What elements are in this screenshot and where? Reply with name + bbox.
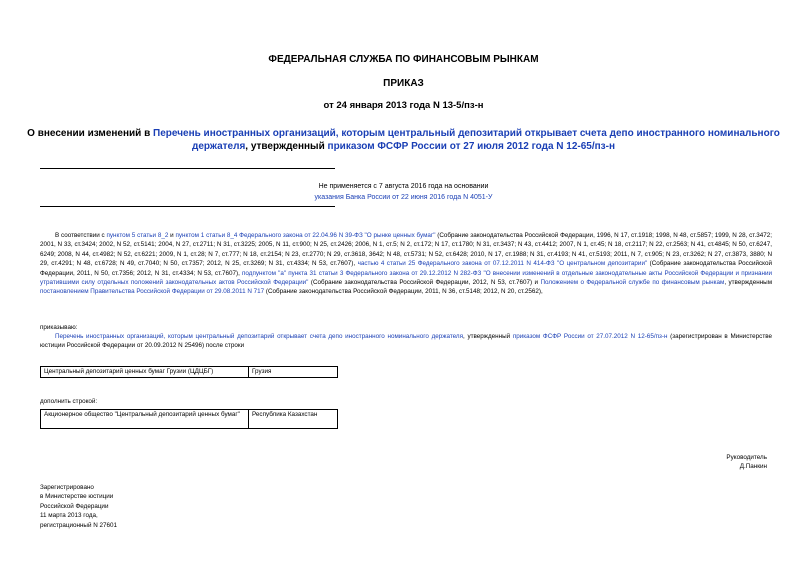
preamble-text: (Собрание законодательства Российской Федерации, 2012, N 53, ст.7607) и [308, 279, 541, 287]
title-prefix: О внесении изменений в [27, 128, 154, 139]
country-cell: Грузия [249, 367, 338, 378]
document-date-number: от 24 января 2013 года N 13-5/пз-н [323, 100, 484, 111]
order-ref-link[interactable]: приказом ФСФР России от 27.07.2012 N 12-65/пз-н [512, 333, 668, 340]
registration-line: регистрационный N 27601 [40, 521, 118, 529]
order-label: приказываю: [40, 324, 78, 331]
table-row [41, 367, 338, 378]
signature-block [726, 453, 767, 472]
new-row-table [40, 409, 338, 429]
order-clause [40, 332, 772, 351]
title-mid: , утвержденный [245, 141, 328, 152]
registration-line: Российской Федерации [40, 502, 109, 510]
divider-bottom [40, 206, 335, 207]
note-text: Не применяется с 7 августа 2016 года на основании [318, 183, 489, 190]
order-text: , утвержденный [463, 333, 513, 340]
agency-name: ФЕДЕРАЛЬНАЯ СЛУЖБА ПО ФИНАНСОВЫМ РЫНКАМ [268, 54, 539, 65]
preamble-link-4[interactable]: подпунктом "а" пункта 31 статьи 3 Федерального закона от 29.12.2012 N 282-ФЗ "О внесении изменений в отдельные законодательные акты Российской Федерации и признании утратившими силу отдельных положений законодательных актов Российской Федерации" [40, 269, 772, 287]
preamble-text: (Собрание законодательства Российской Федерации, 1996, N 17, ст.1918; 1998, N 48, ст.5857; 1999, N 28, ст.3472; 2001, N 33, ст.3424; 2002, N 52, ст.5141; 2004, N 27, ст.2711; N 31, ст.3225; 2005, N 11, ст.900; N 25, ст.2426; 2006, N 1, ст.5; N 2, ст.172; N 17, ст.1780; N 31, ст.3437; N 43, ст.4412; 2007, N 1, ст.45; N 18, ст.2117; N 22, ст.2563; N 41, ст.4845; N 50, ст.6247, 6249; 2008, N 44, ст.4982; N 52, ст.6221; 2009, N 1, ст.28; N 7, ст.777; N 18, ст.2154; N 23, ст.2770; N 29, ст.3618, 3642; N 48, ст.5731; N 52, ст.6428; 2010, N 17, ст.1988; N 31, ст.4193; N 41, ст.5193; 2011, N 7, ст.905; N 23, ст.3262; N 27, ст.3873, 3880; N 29, ст.4291; N 48, ст.6728; N 49, ст.7040; N 50, ст.7357; 2012, N 25, ст.3269; N 31, ст.4334; N 53, ст.7607), [40, 232, 773, 268]
registration-line: 11 марта 2013 года, [40, 512, 98, 520]
signatory-name: Д.Панкин [739, 463, 767, 471]
list-link[interactable]: Перечень иностранных организаций, которым центральный депозитарий открывает счета депо иностранного номинального держателя [153, 128, 780, 152]
preamble-text: и [168, 232, 176, 239]
preamble [40, 231, 772, 297]
preamble-text: (Собрание законодательства Российской Федерации, 2011, N 36, ст.5148; 2012, N 20, ст.2562), [264, 288, 543, 296]
document-title [20, 127, 787, 153]
registration-line: Зарегистрировано [40, 484, 94, 491]
preamble-link-6[interactable]: постановлением Правительства Российской Федерации от 29.08.2011 N 717 [40, 288, 265, 296]
country-cell: Республика Казахстан [249, 410, 338, 429]
order-text: (зарегистрирован в Министерстве юстиции Российской Федерации от 20.09.2012 N 25496) после строки [40, 333, 772, 350]
existing-row-table [40, 366, 338, 378]
document-type: ПРИКАЗ [383, 78, 424, 89]
table-row [41, 410, 338, 429]
applicability-note [40, 181, 767, 203]
preamble-link-5[interactable]: Положением о Федеральной службе по финансовым рынкам [540, 279, 725, 287]
org-cell: Центральный депозитарий ценных бумаг Грузии (ЦДЦБГ) [41, 367, 249, 378]
note-link[interactable]: указания Банка России от 22 июня 2016 года N 4051-У [314, 194, 493, 201]
preamble-text: В соответствии с [55, 232, 107, 239]
order-list-link[interactable]: Перечень иностранных организаций, которым центральный депозитарий открывает счета депо иностранного номинального держателя [55, 333, 464, 340]
divider-top [40, 168, 335, 169]
supplement-label: дополнить строкой: [40, 398, 98, 405]
order-link[interactable]: приказом ФСФР России от 27 июля 2012 года N 12-65/пз-н [327, 141, 616, 152]
signatory-role: Руководитель [726, 454, 767, 461]
org-cell: Акционерное общество "Центральный депозитарий ценных бумаг" [41, 410, 249, 429]
preamble-text: , утвержденным [724, 279, 773, 287]
preamble-link-2[interactable]: пунктом 1 статьи 8_4 Федерального закона от 22.04.96 N 39-ФЗ "О рынке ценных бумаг" [175, 232, 436, 239]
registration-line: в Министерстве юстиции [40, 493, 114, 501]
preamble-link-3[interactable]: частью 4 статьи 25 Федерального закона от 07.12.2011 N 414-ФЗ "О центральном депозитарии" [357, 260, 648, 268]
registration-block [40, 483, 117, 530]
preamble-link-1[interactable]: пунктом 5 статьи 8_2 [106, 232, 169, 239]
preamble-text: (Собрание законодательства Российской Федерации, 2011, N 50, ст.7356; 2012, N 31, ст.4334; N 53, ст.7607), [40, 260, 772, 277]
